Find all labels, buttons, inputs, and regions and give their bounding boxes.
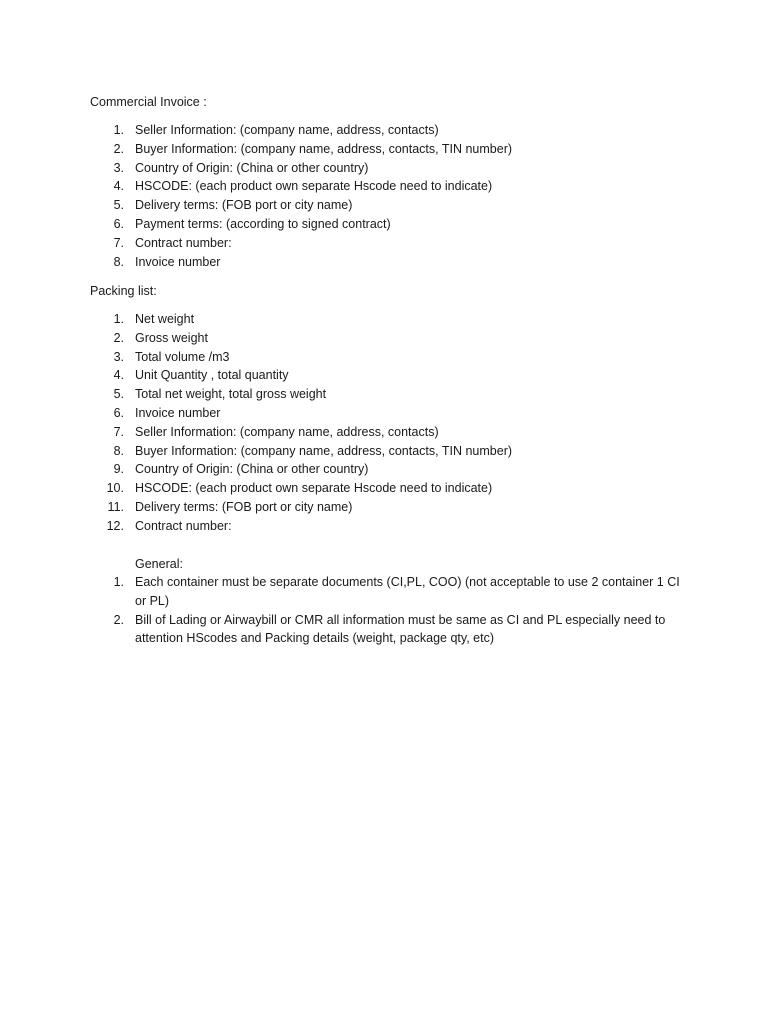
list-text: HSCODE: (each product own separate Hscode need to indicate) — [135, 179, 493, 194]
list-text: Buyer Information: (company name, address, contacts, TIN number) — [135, 141, 513, 156]
list-number: 12. — [106, 518, 124, 533]
packing-list — [0, 310, 768, 536]
list-text: Country of Origin: (China or other country) — [135, 160, 369, 175]
list-item — [0, 329, 768, 348]
list-text: Delivery terms: (FOB port or city name) — [135, 499, 353, 514]
list-text: HSCODE: (each product own separate Hscode need to indicate) — [135, 481, 493, 496]
list-number: 2. — [113, 612, 124, 627]
list-number: 6. — [113, 216, 124, 231]
list-text: Contract number: — [135, 518, 232, 533]
list-text: Invoice number — [135, 254, 221, 269]
list-number: 2. — [113, 330, 124, 345]
list-text: Payment terms: (according to signed contract) — [135, 216, 391, 231]
list-text: Delivery terms: (FOB port or city name) — [135, 198, 353, 213]
list-number: 4. — [113, 179, 124, 194]
list-text: Seller Information: (company name, address, contacts) — [135, 123, 439, 137]
list-item — [0, 366, 768, 385]
packing-list-heading: Packing list: — [90, 284, 157, 298]
list-item — [0, 177, 768, 196]
list-number: 1. — [113, 575, 124, 589]
list-text: Contract number: — [135, 235, 232, 250]
list-text: Unit Quantity , total quantity — [135, 368, 289, 383]
list-item — [0, 215, 768, 234]
list-item — [0, 348, 768, 367]
commercial-invoice-list — [0, 121, 768, 271]
list-text: Total net weight, total gross weight — [135, 387, 327, 402]
list-number: 6. — [113, 405, 124, 420]
list-text: Buyer Information: (company name, address, contacts, TIN number) — [135, 443, 513, 458]
list-item — [0, 442, 768, 461]
list-item — [0, 498, 768, 517]
list-item — [0, 253, 768, 272]
list-number: 9. — [113, 462, 124, 477]
list-text: Total volume /m3 — [135, 349, 230, 364]
list-item — [0, 140, 768, 159]
list-number: 2. — [113, 141, 124, 156]
list-number: 4. — [113, 368, 124, 383]
list-number: 3. — [113, 349, 124, 364]
list-text: Seller Information: (company name, address, contacts) — [135, 424, 439, 439]
list-text: Bill of Lading or Airwaybill or CMR all information must be same as CI and PL especially need to attention HScodes and Packing details (weight, package qty, etc) — [135, 612, 666, 646]
list-text: Country of Origin: (China or other country) — [135, 462, 369, 477]
list-item — [0, 479, 768, 498]
list-item — [0, 611, 768, 649]
list-item — [0, 385, 768, 404]
list-text: Net weight — [135, 312, 195, 326]
list-number: 7. — [113, 235, 124, 250]
list-number: 5. — [113, 387, 124, 402]
commercial-invoice-heading: Commercial Invoice : — [90, 95, 207, 109]
list-item — [0, 310, 768, 329]
list-number: 8. — [113, 443, 124, 458]
list-number: 3. — [113, 160, 124, 175]
list-item — [0, 423, 768, 442]
list-number: 1. — [113, 312, 124, 326]
list-text: Gross weight — [135, 330, 208, 345]
list-number: 1. — [113, 123, 124, 137]
general-list — [0, 573, 768, 648]
list-item — [0, 404, 768, 423]
list-number: 5. — [113, 198, 124, 213]
list-number: 8. — [113, 254, 124, 269]
list-number: 11. — [107, 499, 124, 514]
general-heading: General: — [135, 557, 183, 571]
list-item — [0, 460, 768, 479]
list-text: Each container must be separate documents (CI,PL, COO) (not acceptable to use 2 container 1 CI or PL) — [135, 575, 680, 608]
list-item — [0, 234, 768, 253]
list-item — [0, 121, 768, 140]
list-item — [0, 573, 768, 611]
list-number: 7. — [113, 424, 124, 439]
list-item — [0, 196, 768, 215]
list-item — [0, 517, 768, 536]
list-text: Invoice number — [135, 405, 221, 420]
list-item — [0, 159, 768, 178]
list-number: 10. — [106, 481, 124, 496]
